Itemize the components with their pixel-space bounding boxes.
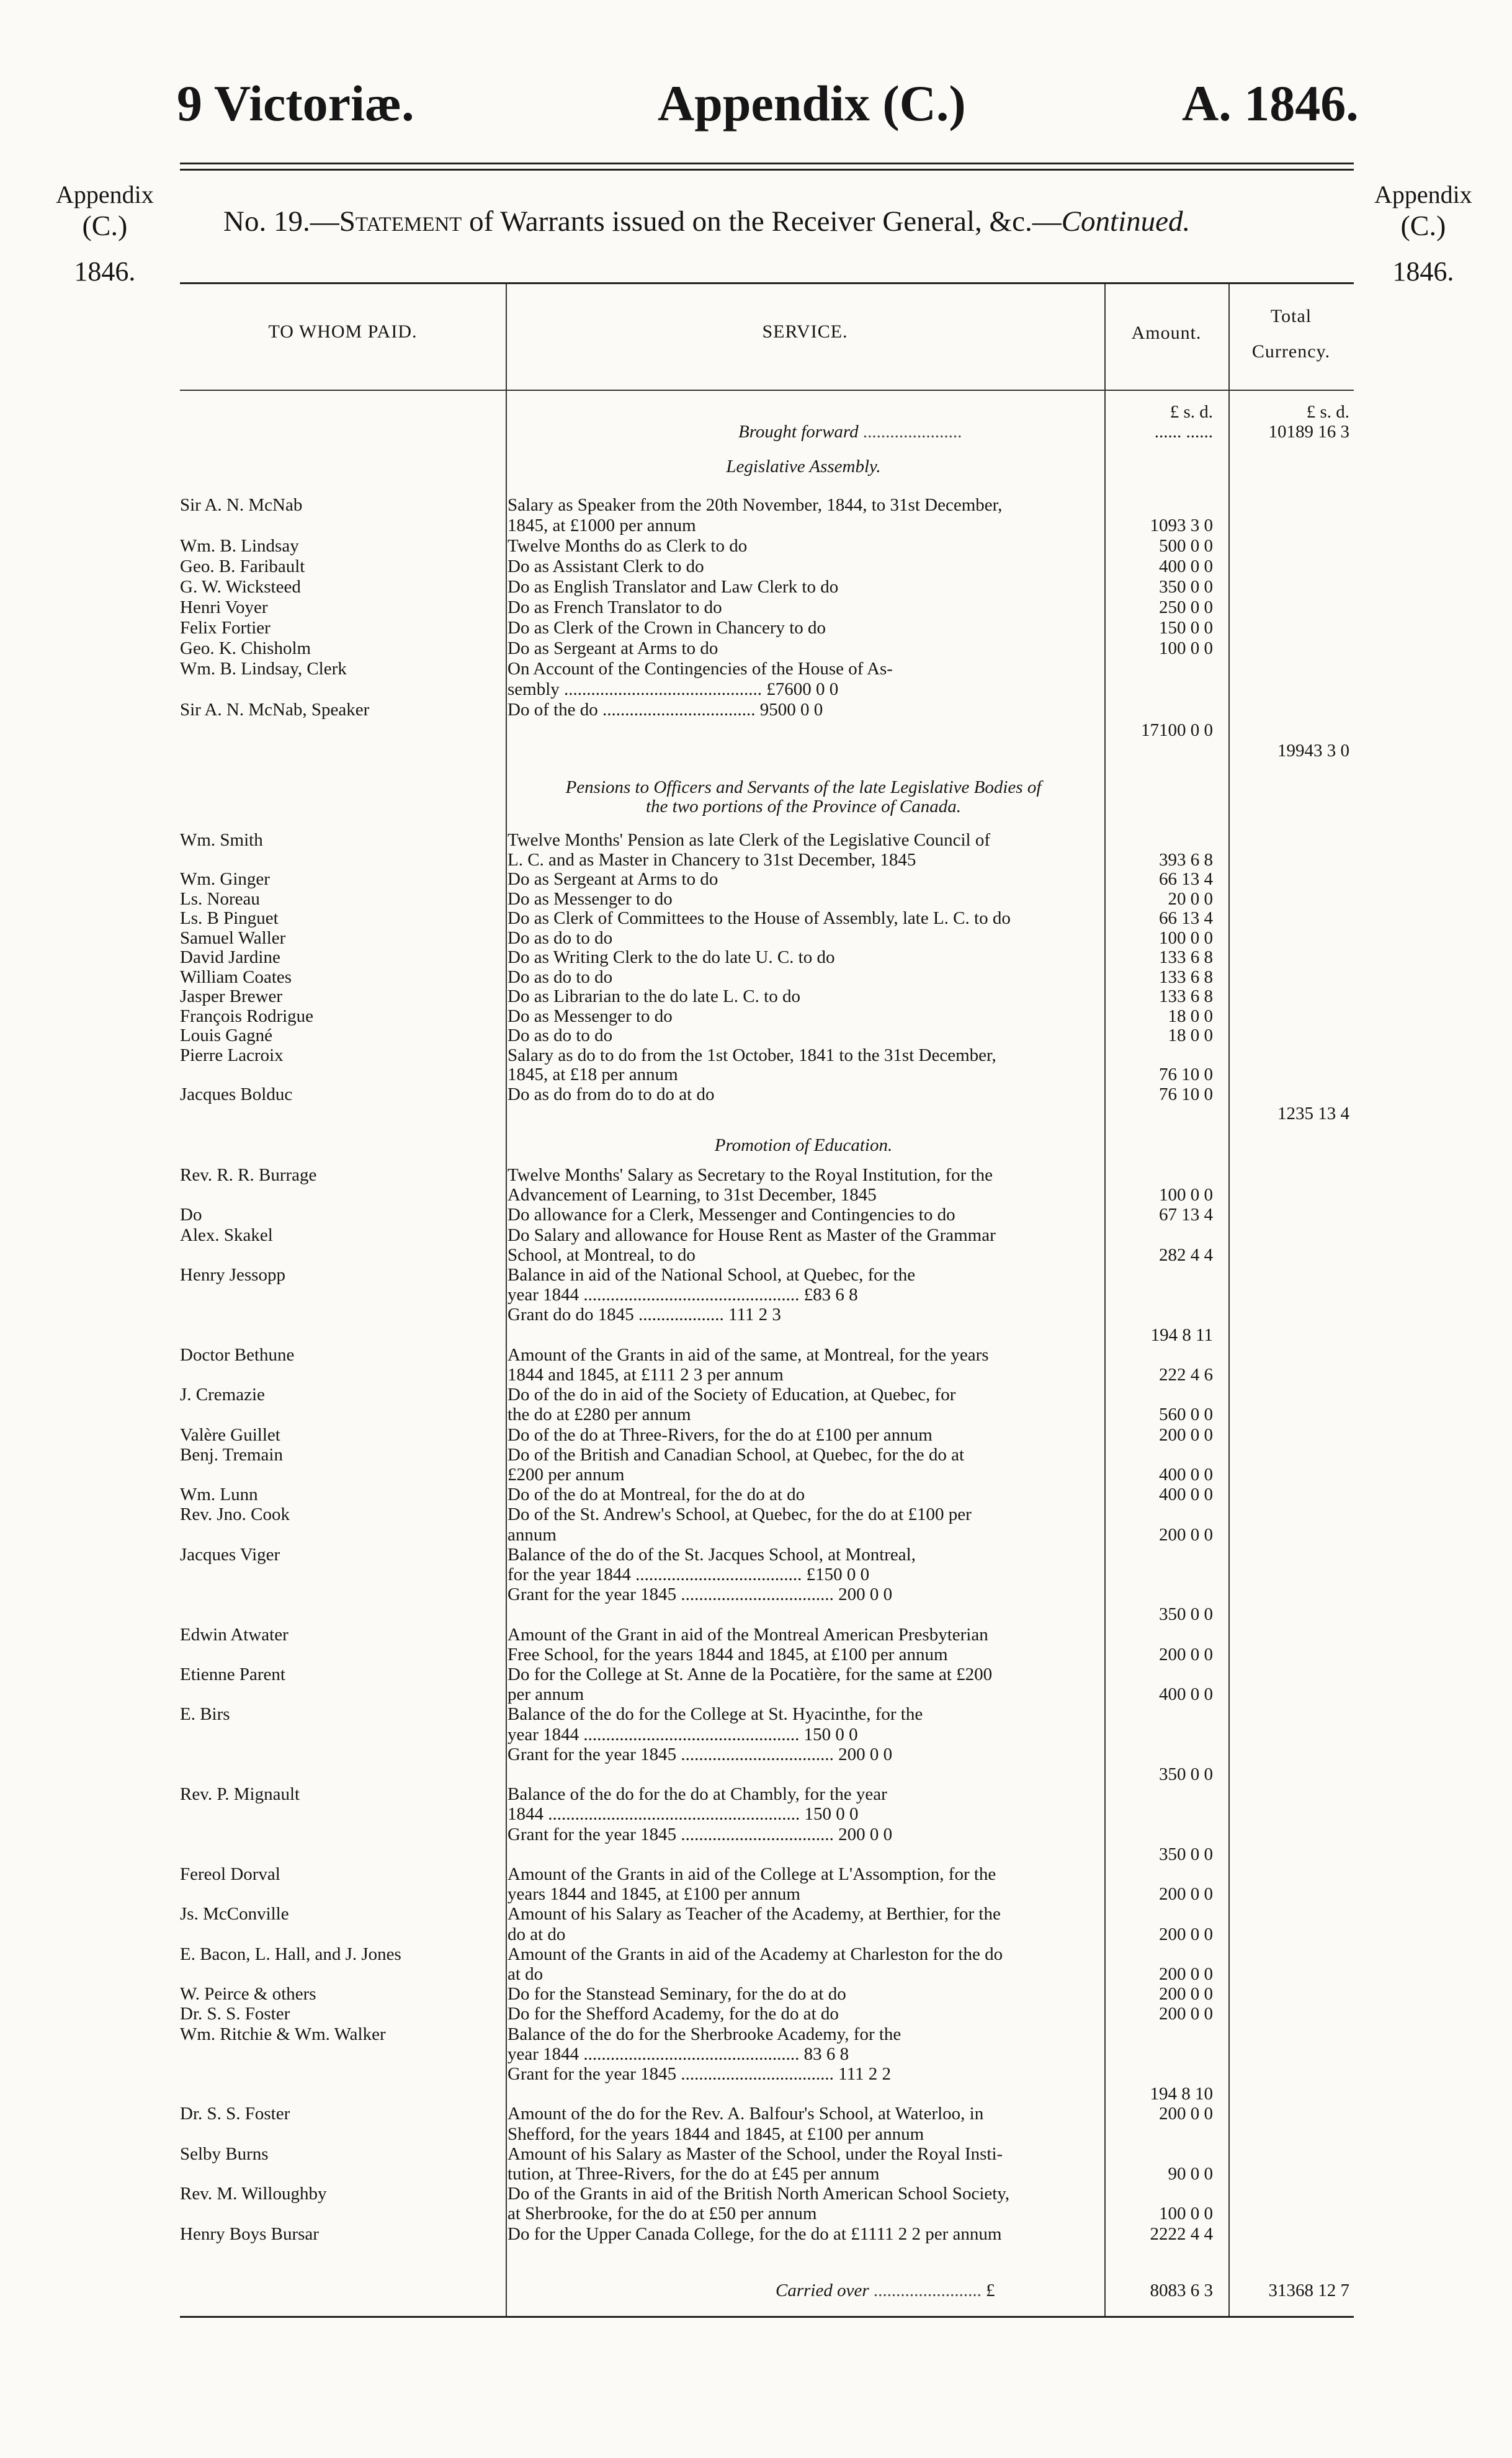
amount-cell: 400 0 0 xyxy=(1159,1684,1213,1705)
service-cell: annum xyxy=(508,1524,557,1545)
service-cell: Do of the do in aid of the Society of Education, at Quebec, for xyxy=(508,1385,956,1405)
payee-cell: Jacques Bolduc xyxy=(180,1084,293,1104)
amount-cell: 90 0 0 xyxy=(1168,2164,1213,2184)
payee-cell: Sir A. N. McNab, Speaker xyxy=(180,700,370,720)
amount-cell: 133 6 8 xyxy=(1159,986,1213,1006)
service-cell: Grant for the year 1845 .................................. 200 0 0 xyxy=(508,1744,893,1764)
service-cell: Do as Sergeant at Arms to do xyxy=(508,638,718,658)
statement-caption xyxy=(223,205,1190,238)
payee-cell: Fereol Dorval xyxy=(180,1864,280,1884)
side-label-left xyxy=(56,180,154,287)
service-cell: Do for the Shefford Academy, for the do at do xyxy=(508,2004,839,2024)
amount-cell: 350 0 0 xyxy=(1159,577,1213,597)
service-cell: Balance of the do of the St. Jacques School, at Montreal, xyxy=(508,1544,916,1565)
service-cell: 1844 and 1845, at £111 2 3 per annum xyxy=(508,1365,784,1385)
payee-cell: Ls. Noreau xyxy=(180,888,260,909)
amount-cell: 200 0 0 xyxy=(1159,2104,1213,2124)
service-cell: Amount of the Grants in aid of the Academy at Charleston for the do xyxy=(508,1944,1003,1964)
amount-cell: 400 0 0 xyxy=(1159,1465,1213,1485)
service-cell: £200 per annum xyxy=(508,1465,625,1485)
amount-cell: 150 0 0 xyxy=(1159,618,1213,638)
header-row-divider xyxy=(180,390,1354,391)
amount-cell: 200 0 0 xyxy=(1159,1924,1213,1944)
header-appendix: Appendix (C.) xyxy=(658,75,966,132)
service-cell: Amount of the Grants in aid of the College at L'Assomption, for the xyxy=(508,1864,996,1884)
service-cell: Do of the Grants in aid of the British North American School Society, xyxy=(508,2184,1010,2204)
service-cell: years 1844 and 1845, at £100 per annum xyxy=(508,1884,800,1905)
caption-number: No. 19.— xyxy=(223,205,339,238)
payee-cell: François Rodrigue xyxy=(180,1006,314,1026)
amount-cell: 200 0 0 xyxy=(1159,2004,1213,2024)
service-cell: Amount of the Grants in aid of the same, at Montreal, for the years xyxy=(508,1344,989,1365)
header-session: 9 Victoriæ. xyxy=(177,75,414,132)
service-cell: for the year 1844 ..................................... £150 0 0 xyxy=(508,1565,870,1584)
payee-cell: Geo. B. Faribault xyxy=(180,556,305,576)
payee-cell: E. Birs xyxy=(180,1704,230,1725)
service-cell: Amount of the do for the Rev. A. Balfour's School, at Waterloo, in xyxy=(508,2104,984,2124)
amount-cell: 393 6 8 xyxy=(1159,849,1213,870)
service-cell: On Account of the Contingencies of the House of As- xyxy=(508,659,893,679)
side-c-right: (C.) xyxy=(1400,210,1446,241)
service-cell: Do as do to do xyxy=(508,927,613,948)
service-cell: Do as Clerk of Committees to the House of Assembly, late L. C. to do xyxy=(508,908,1011,928)
amount-cell: 250 0 0 xyxy=(1159,597,1213,617)
service-cell: Salary as do to do from the 1st October, 1841 to the 31st December, xyxy=(508,1045,996,1065)
carried-over-pound: £ xyxy=(986,2281,995,2300)
amount-cell: 200 0 0 xyxy=(1159,1884,1213,1905)
service-cell: Grant do do 1845 ................... 111 2 3 xyxy=(508,1305,781,1325)
amount-cell: 100 0 0 xyxy=(1159,1185,1213,1205)
payee-cell: Felix Fortier xyxy=(180,618,271,638)
service-cell: the do at £280 per annum xyxy=(508,1405,691,1425)
payee-cell: William Coates xyxy=(180,967,292,987)
side-appendix-left: Appendix xyxy=(56,181,154,208)
amount-cell: 100 0 0 xyxy=(1159,927,1213,948)
payee-cell: Dr. S. S. Foster xyxy=(180,2004,290,2024)
service-cell: at do xyxy=(508,1964,544,1984)
service-cell: Do as Sergeant at Arms to do xyxy=(508,869,718,889)
service-cell: Do as Librarian to the do late L. C. to do xyxy=(508,986,800,1006)
payee-cell: Do xyxy=(180,1205,202,1225)
amount-cell: 133 6 8 xyxy=(1159,967,1213,987)
payee-cell: G. W. Wicksteed xyxy=(180,577,301,597)
payee-cell: Alex. Skakel xyxy=(180,1225,273,1245)
amount-cell: 1093 3 0 xyxy=(1150,516,1213,535)
service-cell: Do as do to do xyxy=(508,967,613,987)
amount-cell: 17100 0 0 xyxy=(1141,720,1213,740)
service-cell: 1845, at £18 per annum xyxy=(508,1065,678,1084)
amount-cell: 66 13 4 xyxy=(1159,869,1213,889)
payee-cell: Geo. K. Chisholm xyxy=(180,638,311,658)
service-cell: do at do xyxy=(508,1924,566,1944)
service-cell: at Sherbrooke, for the do at £50 per annum xyxy=(508,2204,817,2224)
amount-cell: 194 8 10 xyxy=(1150,2084,1213,2104)
service-cell: Amount of his Salary as Teacher of the Academy, at Berthier, for the xyxy=(508,1904,1001,1924)
service-cell: Balance of the do for the College at St. Hyacinthe, for the xyxy=(508,1704,923,1725)
service-cell: Do as do to do xyxy=(508,1026,613,1045)
carried-over-label: Carried over xyxy=(776,2281,869,2300)
service-cell: sembly ............................................ £7600 0 0 xyxy=(508,679,839,699)
col-head-total: Total xyxy=(1270,306,1312,326)
amount-cell: 67 13 4 xyxy=(1159,1205,1213,1225)
amount-cell: 18 0 0 xyxy=(1168,1026,1213,1045)
col-head-to-whom: TO WHOM PAID. xyxy=(268,321,418,342)
service-cell: year 1844 ................................................ 150 0 0 xyxy=(508,1724,858,1745)
warrants-table: TO WHOM PAID. SERVICE. Amount. Total Currency. £ s. d. £ s. d. Brought forward ...................... ...... ...... 10189 16 3 Legislative Assembly. Sir A. N. McNab Salary as Speaker from the 20th November, 1844, to 31st December, 1845, at £1000 per annum 1093 3 0 Wm. B. Lindsay Twelve Months do as Clerk to do 500 0 0 Geo. B. Faribault Do as Assistant Clerk to do 400 0 0 G. W. Wicksteed Do as English Translator and Law Clerk to do 350 0 0 Henri Voyer Do as French Translator to do 250 0 0 Felix Fortier Do as Clerk of the Crown in Chancery to do 150 0 0 Geo. K. Chisholm Do as Sergeant at Arms to do 100 0 0 Wm. B. Lindsay, Clerk On Account of the Contingencies of the House of As- sembly ............................................ £7600 0 0 Sir A. N. McNab, Speaker Do of the do .................................. 9500 0 0 17100 0 0 19943 3 0 Pensions to Officers and Servants of the late Legislative Bodies of the two portions of the Province of Canada. Wm. Smith Twelve Months' Pension as late Clerk of the Legislative Council of L. C. and as Master in Chancery to 31st December, 1845 393 6 8 Wm. Ginger Do as Sergeant at Arms to do 66 13 4 Ls. Noreau Do as Messenger to do 20 0 0 Ls. B Pinguet Do as Clerk of Committees to the House of Assembly, late L. C. to do 66 13 4 Samuel Waller Do as do to do 100 0 0 David Jardine Do as Writing Clerk to the do late U. C. to do 133 6 8 William Coates Do as do to do 133 6 8 Jasper Brewer Do as Librarian to the do late L. C. to do 133 6 8 François Rodrigue Do as Messenger to do 18 0 0 Louis Gagné Do as do to do 18 0 0 Pierre Lacroix Salary as do to do from the 1st October, 1841 to the 31st December, 1845, at £18 per annum 76 10 0 Jacques Bolduc Do as do from do to do at do 76 10 0 1235 13 4 Promotion of Education. Rev. R. R. Burrage Twelve Months' Salary as Secretary to the Royal Institution, for the Advancement of Learning, to 31st December, 1845 100 0 0 Do Do allowance for a Clerk, Messenger and Contingencies to do 67 13 4 Alex. Skakel Do Salary and allowance for House Rent as Master of the Grammar School, at Montreal, to do 282 4 4 Henry Jessopp Balance in aid of the National School, at Quebec, for the year 1844 ................................................ £83 6 8 Grant do do 1845 ................... 111 2 3 194 8 11 Doctor Bethune Amount of the Grants in aid of the same, at Montreal, for the years 1844 and 1845, at £111 2 3 per annum 222 4 6 J. Cremazie Do of the do in aid of the Society of Education, at Quebec, for the do at £280 per annum 560 0 0 Valère Guillet Do of the do at Three-Rivers, for the do at £100 per annum 200 0 0 Benj. Tremain Do of the British and Canadian School, at Quebec, for the do at £200 per annum 400 0 0 Wm. Lunn Do of the do at Montreal, for the do at do 400 0 0 Rev. Jno. Cook Do of the St. Andrew's School, at Quebec, for the do at £100 per annum 200 0 0 Jacques Viger Balance of the do of the St. Jacques School, at Montreal, for the year 1844 ..................................... £150 0 0 Grant for the year 1845 .................................. 200 0 0 350 0 0 Edwin Atwater Amount of the Grant in aid of the Montreal American Presbyterian Free School, for the years 1844 and 1845, at £100 per annum 200 0 0 Etienne Parent Do for the College at St. Anne de la Pocatière, for the same at £200 per annum 400 0 0 E. Birs Balance of the do for the College at St. Hyacinthe, for the year 1844 ................................................ 150 0 0 Grant for the year 1845 .................................. 200 0 0 350 0 0 Rev. P. Mignault Balance of the do for the do at Chambly, for the year 1844 ........................................................ 150 0 0 Grant for the year 1845 .................................. 200 0 0 350 0 0 Fereol Dorval Amount of the Grants in aid of the College at L'Assomption, for the years 1844 and 1845, at £100 per annum 200 0 0 Js. McConville Amount of his Salary as Teacher of the Academy, at Berthier, for the do at do 200 0 0 E. Bacon, L. Hall, and J. Jones Amount of the Grants in aid of the Academy at Charleston for the do at do 200 0 0 W. Peirce & others Do for the Stanstead Seminary, for the do at do 200 0 0 Dr. S. S. Foster Do for the Shefford Academy, for the do at do 200 0 0 Wm. Ritchie & Wm. Walker Balance of the do for the Sherbrooke Academy, for the year 1844 ................................................ 83 6 8 Grant for the year 1845 .................................. 111 2 2 194 8 10 Dr. S. S. Foster Amount of the do for the Rev. A. Balfour's School, at Waterloo, in 200 0 0 Shefford, for the years 1844 and 1845, at £100 per annum Selby Burns Amount of his Salary as Master of the School, under the Royal Insti- tution, at Three-Rivers, for the do at £45 per annum 90 0 0 Rev. M. Willoughby Do of the Grants in aid of the British North American School Society, at Sherbrooke, for the do at £50 per annum 100 0 0 Henry Boys Bursar Do for the Upper Canada College, for the do at £1111 2 2 per annum 2222 4 4 Carried over ........................ £ 8083 6 3 31368 12 7 xyxy=(180,282,1354,2318)
service-cell: Balance of the do for the do at Chambly, for the year xyxy=(508,1784,887,1805)
brought-forward-label: Brought forward xyxy=(738,422,859,442)
service-cell: Do as Assistant Clerk to do xyxy=(508,556,704,576)
payee-cell: Valère Guillet xyxy=(180,1424,280,1445)
service-cell: tution, at Three-Rivers, for the do at £45 per annum xyxy=(508,2164,880,2184)
payee-cell: Rev. R. R. Burrage xyxy=(180,1165,317,1185)
header-rule-top xyxy=(180,163,1354,164)
payee-cell: Samuel Waller xyxy=(180,927,286,948)
payee-cell: Rev. P. Mignault xyxy=(180,1784,300,1805)
header-year: A. 1846. xyxy=(1182,75,1359,132)
service-cell: Amount of his Salary as Master of the School, under the Royal Insti- xyxy=(508,2143,1003,2164)
total-lsd: £ s. d. xyxy=(1306,402,1349,422)
amount-cell: 560 0 0 xyxy=(1159,1405,1213,1425)
service-cell: Do as French Translator to do xyxy=(508,597,722,617)
section-legislative: Legislative Assembly. xyxy=(726,457,881,476)
service-cell: 1845, at £1000 per annum xyxy=(508,516,696,535)
service-cell: Shefford, for the years 1844 and 1845, at £100 per annum xyxy=(508,2124,924,2144)
amount-cell: 350 0 0 xyxy=(1159,1604,1213,1625)
service-cell: Do for the Stanstead Seminary, for the do at do xyxy=(508,1984,846,2004)
amount-cell: 222 4 6 xyxy=(1159,1365,1213,1385)
service-cell: Balance in aid of the National School, at Quebec, for the xyxy=(508,1265,916,1285)
service-cell: Advancement of Learning, to 31st December, 1845 xyxy=(508,1185,877,1205)
service-cell: year 1844 ................................................ £83 6 8 xyxy=(508,1285,858,1305)
service-cell: Twelve Months' Pension as late Clerk of the Legislative Council of xyxy=(508,830,990,850)
section-pensions-line1: Pensions to Officers and Servants of the late Legislative Bodies of xyxy=(565,777,1042,797)
amount-cell: 400 0 0 xyxy=(1159,1485,1213,1505)
payee-cell: Benj. Tremain xyxy=(180,1444,283,1465)
amount-cell: 500 0 0 xyxy=(1159,536,1213,556)
payee-cell: Wm. B. Lindsay, Clerk xyxy=(180,659,347,679)
col-head-currency: Currency. xyxy=(1251,341,1331,362)
payee-cell: Wm. Lunn xyxy=(180,1485,258,1505)
service-cell: Balance of the do for the Sherbrooke Academy, for the xyxy=(508,2024,901,2044)
payee-cell: W. Peirce & others xyxy=(180,1984,316,2004)
service-cell: Twelve Months do as Clerk to do xyxy=(508,536,748,556)
service-cell: Do Salary and allowance for House Rent as Master of the Grammar xyxy=(508,1225,996,1245)
service-cell: Do of the British and Canadian School, at Quebec, for the do at xyxy=(508,1444,965,1465)
carried-over-total: 31368 12 7 xyxy=(1268,2281,1349,2300)
section-pensions-line2: the two portions of the Province of Canada. xyxy=(646,797,961,816)
service-cell: Grant for the year 1845 .................................. 111 2 2 xyxy=(508,2064,892,2084)
payee-cell: Wm. Smith xyxy=(180,830,263,850)
section-education: Promotion of Education. xyxy=(714,1135,893,1155)
service-cell: Salary as Speaker from the 20th November, 1844, to 31st December, xyxy=(508,495,1003,515)
service-cell: Grant for the year 1845 .................................. 200 0 0 xyxy=(508,1584,893,1605)
amount-cell: 350 0 0 xyxy=(1159,1844,1213,1864)
amount-cell: 100 0 0 xyxy=(1159,2204,1213,2224)
service-cell: Do as Clerk of the Crown in Chancery to do xyxy=(508,618,826,638)
side-year-right: 1846. xyxy=(1392,256,1454,287)
payee-cell: Sir A. N. McNab xyxy=(180,495,303,515)
service-cell: Do of the do at Three-Rivers, for the do at £100 per annum xyxy=(508,1424,933,1445)
payee-cell: Selby Burns xyxy=(180,2143,269,2164)
payee-cell: Louis Gagné xyxy=(180,1026,272,1045)
service-cell: Do of the do at Montreal, for the do at do xyxy=(508,1485,805,1505)
service-cell: School, at Montreal, to do xyxy=(508,1245,696,1265)
payee-cell: Henri Voyer xyxy=(180,597,268,617)
amount-cell: 200 0 0 xyxy=(1159,1644,1213,1665)
caption-rest: of Warrants issued on the Receiver General, &c.— xyxy=(462,205,1062,238)
amount-cell: 200 0 0 xyxy=(1159,1984,1213,2004)
service-cell: Do as Messenger to do xyxy=(508,888,673,909)
brought-forward-amount: ...... ...... xyxy=(1154,422,1213,442)
payee-cell: Ls. B Pinguet xyxy=(180,908,279,928)
amount-cell: 200 0 0 xyxy=(1159,1524,1213,1545)
service-cell: Do as English Translator and Law Clerk to do xyxy=(508,577,839,597)
carried-over-amount: 8083 6 3 xyxy=(1150,2281,1213,2300)
amount-lsd: £ s. d. xyxy=(1170,402,1213,422)
side-appendix-right: Appendix xyxy=(1374,181,1472,208)
payee-cell: Rev. M. Willoughby xyxy=(180,2184,327,2204)
payee-cell: Wm. B. Lindsay xyxy=(180,536,299,556)
service-cell: Grant for the year 1845 .................................. 200 0 0 xyxy=(508,1824,893,1844)
payee-cell: Jasper Brewer xyxy=(180,986,283,1006)
col-divider-1 xyxy=(506,284,507,2316)
col-head-service: SERVICE. xyxy=(762,321,848,342)
service-cell: 1844 ........................................................ 150 0 0 xyxy=(508,1804,859,1825)
amount-cell: 200 0 0 xyxy=(1159,1424,1213,1445)
caption-continued: Continued. xyxy=(1061,205,1191,238)
payee-cell: Etienne Parent xyxy=(180,1665,285,1684)
amount-cell: 76 10 0 xyxy=(1159,1065,1213,1084)
service-cell: Do for the Upper Canada College, for the do at £1111 2 2 per annum xyxy=(508,2223,1002,2244)
amount-cell: 100 0 0 xyxy=(1159,638,1213,658)
side-c-left: (C.) xyxy=(82,210,128,241)
payee-cell: David Jardine xyxy=(180,947,280,967)
payee-cell: J. Cremazie xyxy=(180,1385,265,1405)
payee-cell: Js. McConville xyxy=(180,1904,289,1924)
header-rule-bottom xyxy=(180,169,1354,171)
payee-cell: Pierre Lacroix xyxy=(180,1045,284,1065)
service-cell: year 1844 ................................................ 83 6 8 xyxy=(508,2044,849,2064)
payee-cell: E. Bacon, L. Hall, and J. Jones xyxy=(180,1944,401,1964)
service-cell: Do of the do .................................. 9500 0 0 xyxy=(508,700,823,720)
total-cell: 19943 3 0 xyxy=(1277,741,1349,761)
payee-cell: Edwin Atwater xyxy=(180,1624,289,1645)
payee-cell: Rev. Jno. Cook xyxy=(180,1504,290,1525)
service-cell: Free School, for the years 1844 and 1845, at £100 per annum xyxy=(508,1644,948,1665)
amount-cell: 400 0 0 xyxy=(1159,556,1213,576)
amount-cell: 66 13 4 xyxy=(1159,908,1213,928)
payee-cell: Jacques Viger xyxy=(180,1544,280,1565)
side-year-left: 1846. xyxy=(74,256,136,287)
service-cell: Amount of the Grant in aid of the Montreal American Presbyterian xyxy=(508,1624,988,1645)
payee-cell: Wm. Ginger xyxy=(180,869,270,889)
payee-cell: Henry Jessopp xyxy=(180,1265,285,1285)
total-cell: 1235 13 4 xyxy=(1277,1104,1349,1124)
payee-cell: Doctor Bethune xyxy=(180,1344,295,1365)
amount-cell: 20 0 0 xyxy=(1168,888,1213,909)
service-cell: Do allowance for a Clerk, Messenger and Contingencies to do xyxy=(508,1205,955,1225)
amount-cell: 18 0 0 xyxy=(1168,1006,1213,1026)
amount-cell: 282 4 4 xyxy=(1159,1245,1213,1265)
service-cell: Do as Messenger to do xyxy=(508,1006,673,1026)
amount-cell: 350 0 0 xyxy=(1159,1764,1213,1784)
payee-cell: Wm. Ritchie & Wm. Walker xyxy=(180,2024,386,2044)
payee-cell: Dr. S. S. Foster xyxy=(180,2104,290,2124)
service-cell: Do for the College at St. Anne de la Pocatière, for the same at £200 xyxy=(508,1665,993,1684)
amount-cell: 133 6 8 xyxy=(1159,947,1213,967)
col-head-amount: Amount. xyxy=(1131,323,1202,343)
caption-statement: Statement xyxy=(339,205,462,238)
service-cell: per annum xyxy=(508,1684,584,1705)
amount-cell: 194 8 11 xyxy=(1150,1325,1213,1345)
service-cell: Do as Writing Clerk to the do late U. C. to do xyxy=(508,947,835,967)
service-cell: Do of the St. Andrew's School, at Quebec, for the do at £100 per xyxy=(508,1504,972,1525)
amount-cell: 200 0 0 xyxy=(1159,1964,1213,1984)
amount-cell: 2222 4 4 xyxy=(1150,2223,1213,2244)
payee-cell: Henry Boys Bursar xyxy=(180,2223,319,2244)
service-cell: Twelve Months' Salary as Secretary to the Royal Institution, for the xyxy=(508,1165,993,1185)
side-label-right xyxy=(1374,180,1472,287)
brought-forward-total: 10189 16 3 xyxy=(1268,422,1349,442)
amount-cell: 76 10 0 xyxy=(1159,1084,1213,1104)
service-cell: Do as do from do to do at do xyxy=(508,1084,715,1104)
service-cell: L. C. and as Master in Chancery to 31st December, 1845 xyxy=(508,849,916,870)
